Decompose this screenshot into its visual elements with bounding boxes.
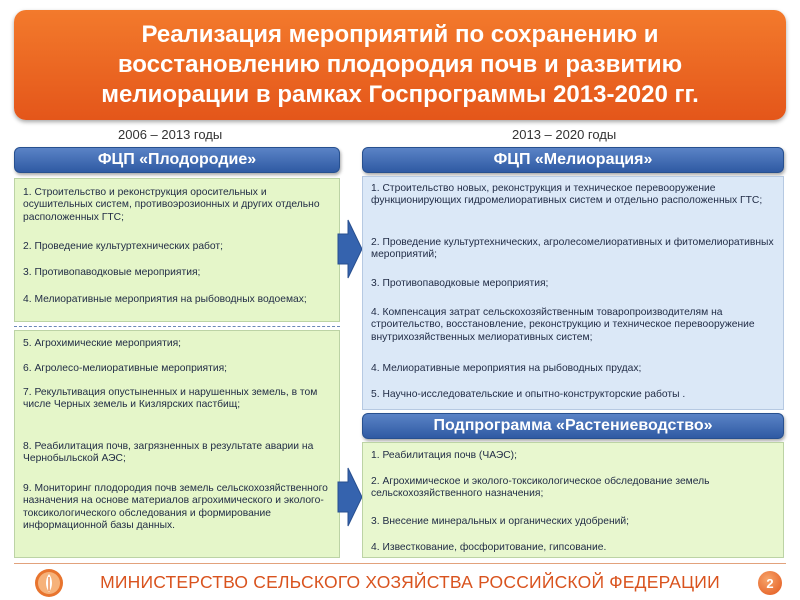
left-program-header bbox=[14, 147, 340, 173]
list-item: 7. Рекультивация опустыненных и нарушенных земель, в том числе Черных земель и Кизлярских пастбищ; bbox=[23, 387, 318, 411]
page-number: 2 bbox=[758, 571, 782, 595]
list-item: 6. Агролесо-мелиоративные мероприятия; bbox=[23, 363, 228, 374]
list-item: 4. Компенсация затрат сельскохозяйственным товаропроизводителям на строительство, восстановление, реконструкцию и техническое перевооружение внутрихозяйственных мелиоративных систем; bbox=[371, 307, 755, 343]
subprogram-panel bbox=[362, 442, 784, 558]
page-title: Реализация мероприятий по сохранению и восстановлению плодородия почв и развитию мелиорации в рамках Госпрограммы 2013-2020 гг. bbox=[101, 21, 699, 108]
right-period: 2013 – 2020 годы bbox=[512, 127, 617, 142]
list-item: 4. Мелиоративные мероприятия на рыбоводных прудах; bbox=[371, 363, 642, 374]
list-item: 1. Строительство и реконструкция оросительных и осушительных систем, противоэрозионных и других отдельно расположенных ГТС; bbox=[23, 187, 320, 223]
right-arrow-icon bbox=[336, 218, 364, 280]
right-arrow-icon bbox=[336, 466, 364, 528]
list-item: 2. Проведение культуртехнических работ; bbox=[23, 241, 224, 252]
section-divider bbox=[14, 326, 340, 327]
left-program-title: ФЦП «Плодородие» bbox=[97, 151, 257, 168]
ministry-name: МИНИСТЕРСТВО СЕЛЬСКОГО ХОЗЯЙСТВА РОССИЙСКОЙ ФЕДЕРАЦИИ bbox=[100, 572, 720, 592]
right-panel bbox=[362, 176, 784, 410]
left-panel-bottom bbox=[14, 330, 340, 558]
subprogram-header bbox=[362, 413, 784, 439]
left-period: 2006 – 2013 годы bbox=[118, 127, 223, 142]
right-program-title: ФЦП «Мелиорация» bbox=[493, 151, 653, 168]
list-item: 5. Агрохимические мероприятия; bbox=[23, 338, 182, 349]
subprogram-title: Подпрограмма «Растениеводство» bbox=[433, 417, 713, 434]
title-banner bbox=[14, 10, 786, 120]
list-item: 1. Реабилитация почв (ЧАЭС); bbox=[371, 450, 517, 461]
list-item: 3. Внесение минеральных и органических удобрений; bbox=[371, 516, 630, 527]
footer-divider bbox=[14, 563, 786, 564]
list-item: 5. Научно-исследовательские и опытно-конструкторские работы . bbox=[371, 389, 686, 400]
list-item: 2. Агрохимическое и эколого-токсикологическое обследование земель сельскохозяйственного назначения; bbox=[371, 476, 710, 500]
right-program-header bbox=[362, 147, 784, 173]
ministry-emblem-icon bbox=[34, 568, 64, 598]
list-item: 3. Противопаводковые мероприятия; bbox=[23, 267, 201, 278]
list-item: 4. Мелиоративные мероприятия на рыбоводных водоемах; bbox=[23, 294, 307, 305]
list-item: 9. Мониторинг плодородия почв земель сельскохозяйственного назначения на основе материалов агрохимического и эколого-токсикологического обследования и формирование информационной базы данных. bbox=[23, 483, 328, 532]
list-item: 4. Известкование, фосфоритование, гипсование. bbox=[371, 542, 607, 553]
list-item: 8. Реабилитация почв, загрязненных в результате аварии на Чернобыльской АЭС; bbox=[23, 441, 314, 465]
left-panel-top bbox=[14, 178, 340, 322]
list-item: 1. Строительство новых, реконструкция и техническое перевооружение функционирующих гидромелиоративных систем и отдельно расположенных ГТС; bbox=[371, 183, 763, 207]
list-item: 2. Проведение культуртехнических, агролесомелиоративных и фитомелиоративных мероприятий; bbox=[371, 237, 774, 261]
list-item: 3. Противопаводковые мероприятия; bbox=[371, 278, 549, 289]
